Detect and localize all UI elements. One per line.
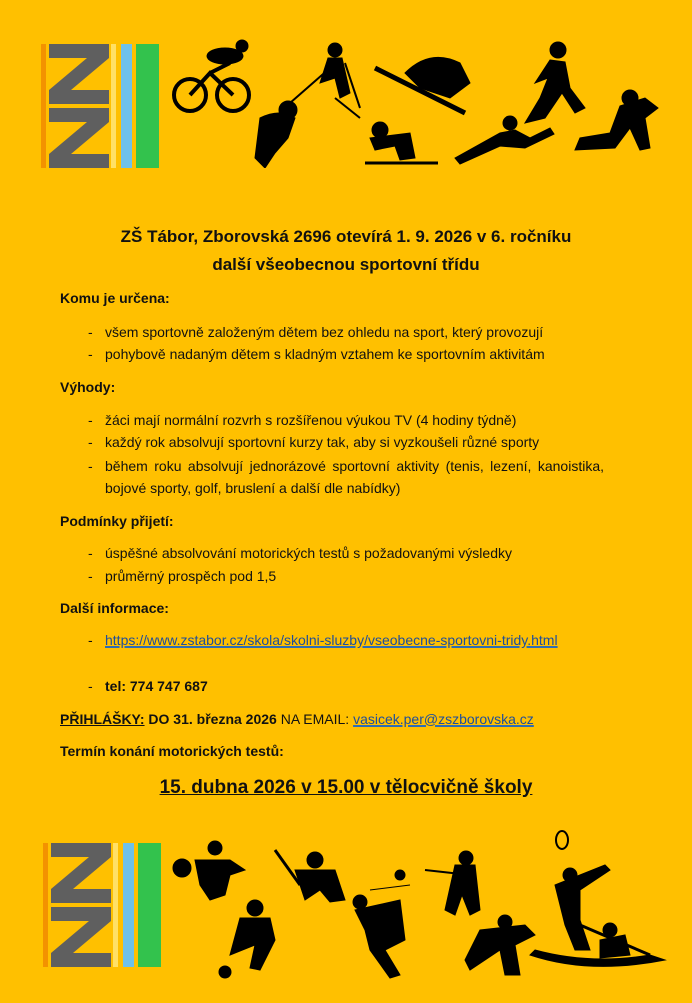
logo-z-icon bbox=[51, 843, 111, 903]
list-item: - každý rok absolvují sportovní kurzy tak, aby si vyzkoušeli různé sporty bbox=[88, 431, 604, 453]
skier-icon bbox=[290, 43, 360, 118]
bullet-dash: - bbox=[88, 412, 93, 428]
heading-testy: Termín konání motorických testů: bbox=[60, 743, 284, 759]
phone-number: tel: 774 747 687 bbox=[105, 678, 208, 694]
list-item: - žáci mají normální rozvrh s rozšířenou výukou TV (4 hodiny týdně) bbox=[88, 409, 604, 431]
info-link[interactable]: https://www.zstabor.cz/skola/skolni-sluzby/vseobecne-sportovni-tridy.html bbox=[105, 632, 558, 648]
soccer-player-icon bbox=[219, 900, 275, 978]
sports-silhouettes-top bbox=[170, 38, 660, 168]
page-title-line1: ZŠ Tábor, Zborovská 2696 otevírá 1. 9. 2026 v 6. ročníku bbox=[120, 227, 572, 246]
list-item: - průměrný prospěch pod 1,5 bbox=[88, 565, 604, 587]
kayaker-icon bbox=[530, 923, 665, 966]
heading-komu: Komu je určena: bbox=[60, 290, 170, 306]
bullet-dash: - bbox=[88, 678, 93, 694]
volleyball-player-icon bbox=[353, 885, 410, 978]
prihlasky-line bbox=[60, 711, 534, 727]
snowboarder-icon bbox=[375, 57, 470, 113]
bullet-dash: - bbox=[88, 568, 93, 584]
prihlasky-label: PŘIHLÁŠKY: bbox=[60, 711, 145, 727]
logo-z-icon bbox=[51, 907, 111, 967]
email-link[interactable]: vasicek.per@zszborovska.cz bbox=[353, 711, 534, 727]
email-label: NA EMAIL: bbox=[280, 711, 350, 727]
list-item: - během roku absolvují jednorázové sportovní aktivity (tenis, lezení, kanoistika, bojové sporty, golf, bruslení a další dle nabídky) bbox=[88, 455, 604, 499]
school-logo-bottom bbox=[43, 843, 161, 967]
swimmer-icon bbox=[255, 101, 297, 168]
list-item: - všem sportovně založeným dětem bez ohledu na sport, který provozují bbox=[88, 321, 604, 343]
list-item: - úspěšné absolvování motorických testů s požadovanými výsledky bbox=[88, 542, 604, 564]
hockey-player-icon bbox=[275, 850, 405, 902]
heading-vyhody: Výhody: bbox=[60, 379, 116, 395]
martial-arts-icon bbox=[575, 90, 658, 150]
list-item: - pohybově nadaným dětem s kladným vztahem ke sportovním aktivitám bbox=[88, 343, 604, 365]
downhill-skier-icon bbox=[365, 122, 438, 163]
bullet-dash: - bbox=[88, 434, 93, 450]
handball-player-icon bbox=[465, 915, 535, 975]
bullet-dash: - bbox=[88, 346, 93, 362]
bullet-dash: - bbox=[88, 632, 93, 648]
logo-z-icon bbox=[49, 44, 109, 104]
gymnast-icon bbox=[455, 116, 554, 164]
list-item bbox=[88, 629, 568, 651]
bullet-dash: - bbox=[88, 545, 93, 561]
list-item bbox=[88, 675, 604, 697]
sports-silhouettes-bottom bbox=[170, 830, 670, 980]
heading-informace: Další informace: bbox=[60, 600, 169, 616]
logo-z-icon bbox=[49, 108, 109, 168]
test-date: 15. dubna 2026 v 15.00 v tělocvičně školy bbox=[159, 777, 533, 798]
bullet-dash: - bbox=[88, 458, 93, 474]
runner-icon bbox=[525, 42, 585, 123]
page-title-line2: další všeobecnou sportovní třídu bbox=[212, 255, 480, 274]
bullet-dash: - bbox=[88, 324, 93, 340]
cyclist-icon bbox=[174, 40, 249, 111]
golfer-icon bbox=[425, 851, 480, 915]
school-logo-top bbox=[41, 44, 159, 168]
basketball-player-icon bbox=[173, 841, 245, 900]
tennis-player-icon bbox=[555, 831, 610, 950]
heading-podminky: Podmínky přijetí: bbox=[60, 513, 174, 529]
prihlasky-deadline: DO 31. března 2026 bbox=[148, 711, 277, 727]
